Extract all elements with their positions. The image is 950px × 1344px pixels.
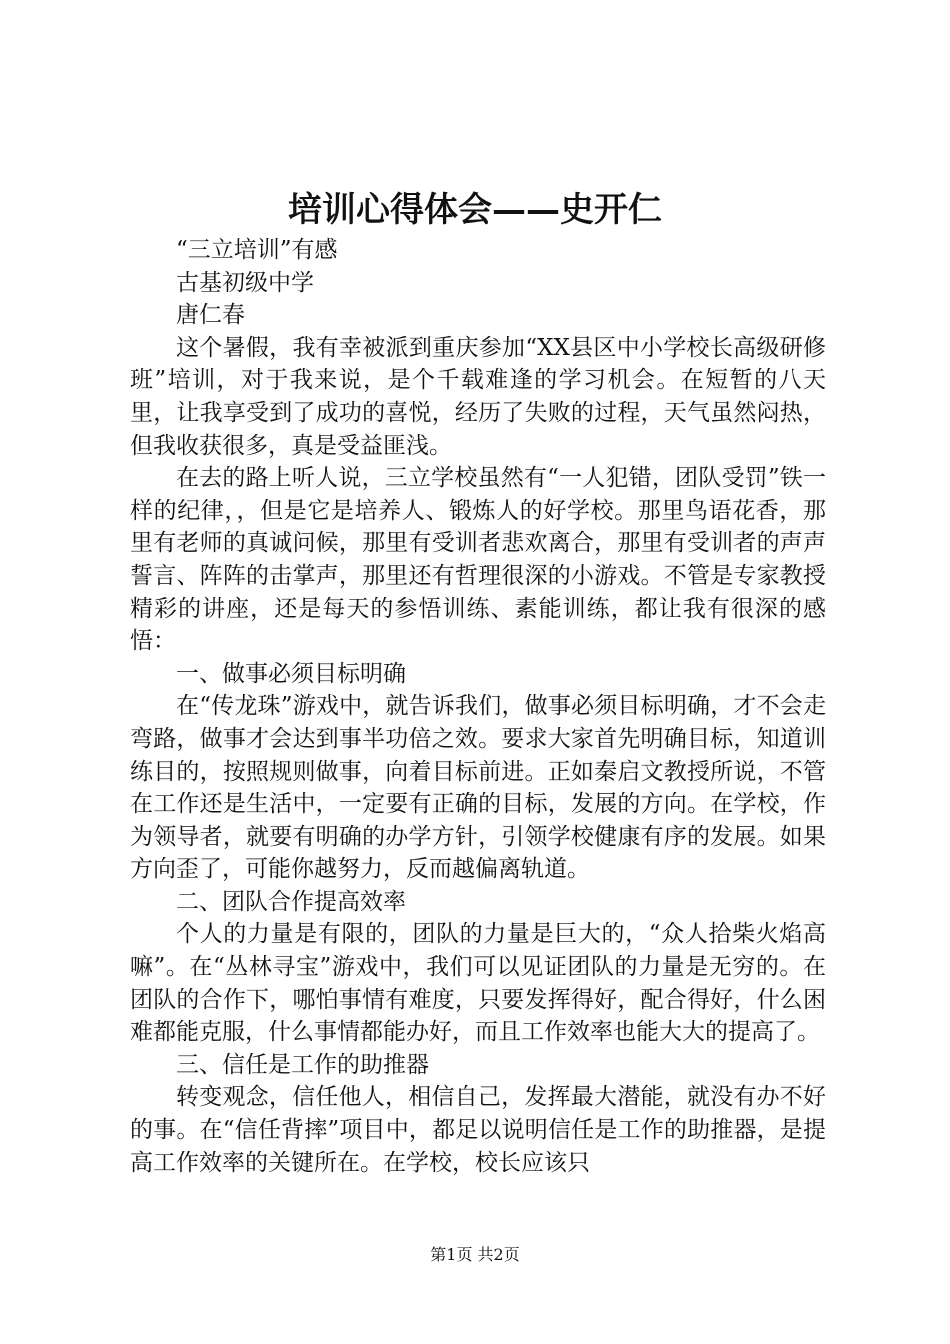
author-name: 唐仁春 xyxy=(176,302,245,329)
document-title: 培训心得体会——史开仁 xyxy=(288,190,662,230)
section-heading: 二、团队合作提高效率 xyxy=(176,888,406,915)
subtitle-heading: “三立培训”有感 xyxy=(176,237,338,263)
section-heading: 三、信任是工作的助推器 xyxy=(176,1051,429,1078)
page-footer: 第1页 共2页 xyxy=(430,1245,520,1264)
section-heading: 一、做事必须目标明确 xyxy=(176,660,406,687)
body-paragraph: 个人的力量是有限的，团队的力量是巨大的，“众人拾柴火焰高嘛”。在“丛林寻宝”游戏中，我们可以见证团队的力量是无穷的。在团队的合作下，哪怕事情有难度，只要发挥得好，配合得好，什么困难都能克服，什么事情都能办好，而且工作效率也能大大的提高了。 xyxy=(130,921,826,1046)
body-paragraph: 在去的路上听人说，三立学校虽然有“一人犯错，团队受罚”铁一样的纪律，，但是它是培养人、锻炼人的好学校。那里鸟语花香，那里有老师的真诚问候，那里有受训者悲欢离合，那里有受训者的声声誓言、阵阵的击掌声，那里还有哲理很深的小游戏。不管是专家教授精彩的讲座，还是每天的参悟训练、素能训练，都让我有很深的感悟： xyxy=(130,465,826,655)
body-paragraph: 在“传龙珠”游戏中，就告诉我们，做事必须目标明确，才不会走弯路，做事才会达到事半功倍之效。要求大家首先明确目标，知道训练目的，按照规则做事，向着目标前进。正如秦启文教授所说，不管在工作还是生活中，一定要有正确的目标，发展的方向。在学校，作为领导者，就要有明确的办学方针，引领学校健康有序的发展。如果方向歪了，可能你越努力，反而越偏离轨道。 xyxy=(130,693,826,883)
school-name: 古基初级中学 xyxy=(176,269,314,296)
document-body xyxy=(130,234,826,1179)
body-paragraph: 这个暑假，我有幸被派到重庆参加“XX县区中小学校长高级研修班”培训，对于我来说，是个千载难逢的学习机会。在短暂的八天里，让我享受到了成功的喜悦，经历了失败的过程，天气虽然闷热，但我收获很多，真是受益匪浅。 xyxy=(130,334,826,459)
body-paragraph: 转变观念，信任他人，相信自己，发挥最大潜能，就没有办不好的事。在“信任背摔”项目中，都足以说明信任是工作的助推器，是提高工作效率的关键所在。在学校，校长应该只 xyxy=(130,1084,826,1176)
